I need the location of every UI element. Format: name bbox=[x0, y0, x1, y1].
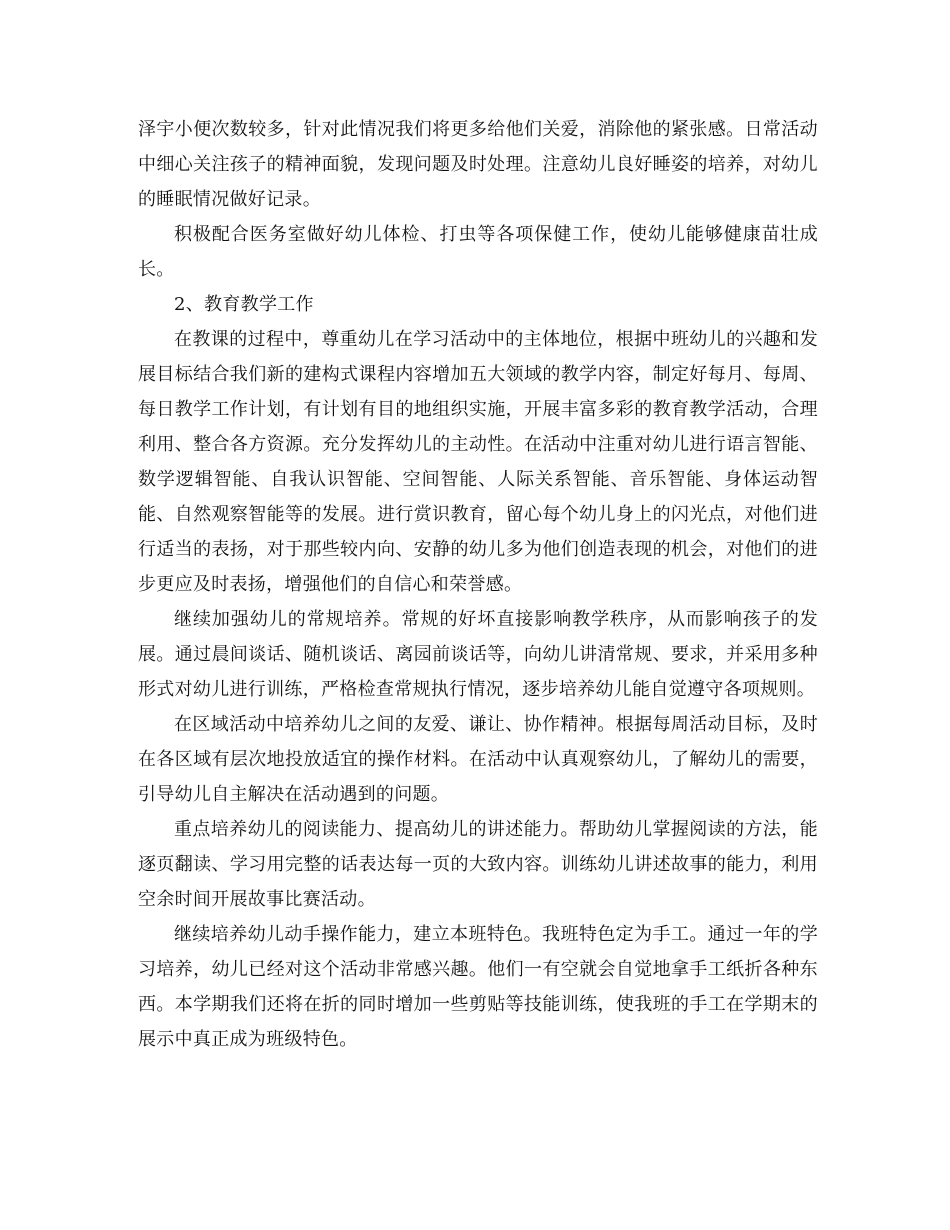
document-body bbox=[138, 112, 818, 1057]
paragraph-continuation: 泽宇小便次数较多，针对此情况我们将更多给他们关爱，消除他的紧张感。日常活动中细心关注孩子的精神面貌，发现问题及时处理。注意幼儿良好睡姿的培养，对幼儿的睡眠情况做好记录。 bbox=[138, 119, 818, 210]
paragraph-reading-ability: 重点培养幼儿的阅读能力、提高幼儿的讲述能力。帮助幼儿掌握阅读的方法，能逐页翻读、学习用完整的话表达每一页的大致内容。训练幼儿讲述故事的能力，利用空余时间开展故事比赛活动。 bbox=[138, 819, 818, 910]
section-heading-teaching-work: 2、教育教学工作 bbox=[174, 294, 314, 315]
paragraph-handcraft-feature: 继续培养幼儿动手操作能力，建立本班特色。我班特色定为手工。通过一年的学习培养，幼儿已经对这个活动非常感兴趣。他们一有空就会自觉地拿手工纸折各种东西。本学期我们还将在折的同时增加一些剪贴等技能训练，使我班的手工在学期末的展示中真正成为班级特色。 bbox=[138, 924, 818, 1050]
paragraph-health-care: 积极配合医务室做好幼儿体检、打虫等各项保健工作，使幼儿能够健康苗壮成长。 bbox=[138, 224, 818, 280]
paragraph-routine-training: 继续加强幼儿的常规培养。常规的好坏直接影响教学秩序，从而影响孩子的发展。通过晨间谈话、随机谈话、离园前谈话等，向幼儿讲清常规、要求，并采用多种形式对幼儿进行训练，严格检查常规执行情况，逐步培养幼儿能自觉遵守各项规则。 bbox=[138, 609, 818, 700]
paragraph-teaching-process: 在教课的过程中，尊重幼儿在学习活动中的主体地位，根据中班幼儿的兴趣和发展目标结合我们新的建构式课程内容增加五大领域的教学内容，制定好每月、每周、每日教学工作计划，有计划有目的地组织实施，开展丰富多彩的教育教学活动，合理利用、整合各方资源。充分发挥幼儿的主动性。在活动中注重对幼儿进行语言智能、数学逻辑智能、自我认识智能、空间智能、人际关系智能、音乐智能、身体运动智能、自然观察智能等的发展。进行赏识教育，留心每个幼儿身上的闪光点，对他们进行适当的表扬，对于那些较内向、安静的幼儿多为他们创造表现的机会，对他们的进步更应及时表扬，增强他们的自信心和荣誉感。 bbox=[138, 329, 818, 595]
paragraph-area-activities: 在区域活动中培养幼儿之间的友爱、谦让、协作精神。根据每周活动目标，及时在各区域有层次地投放适宜的操作材料。在活动中认真观察幼儿，了解幼儿的需要，引导幼儿自主解决在活动遇到的问题。 bbox=[138, 714, 818, 805]
